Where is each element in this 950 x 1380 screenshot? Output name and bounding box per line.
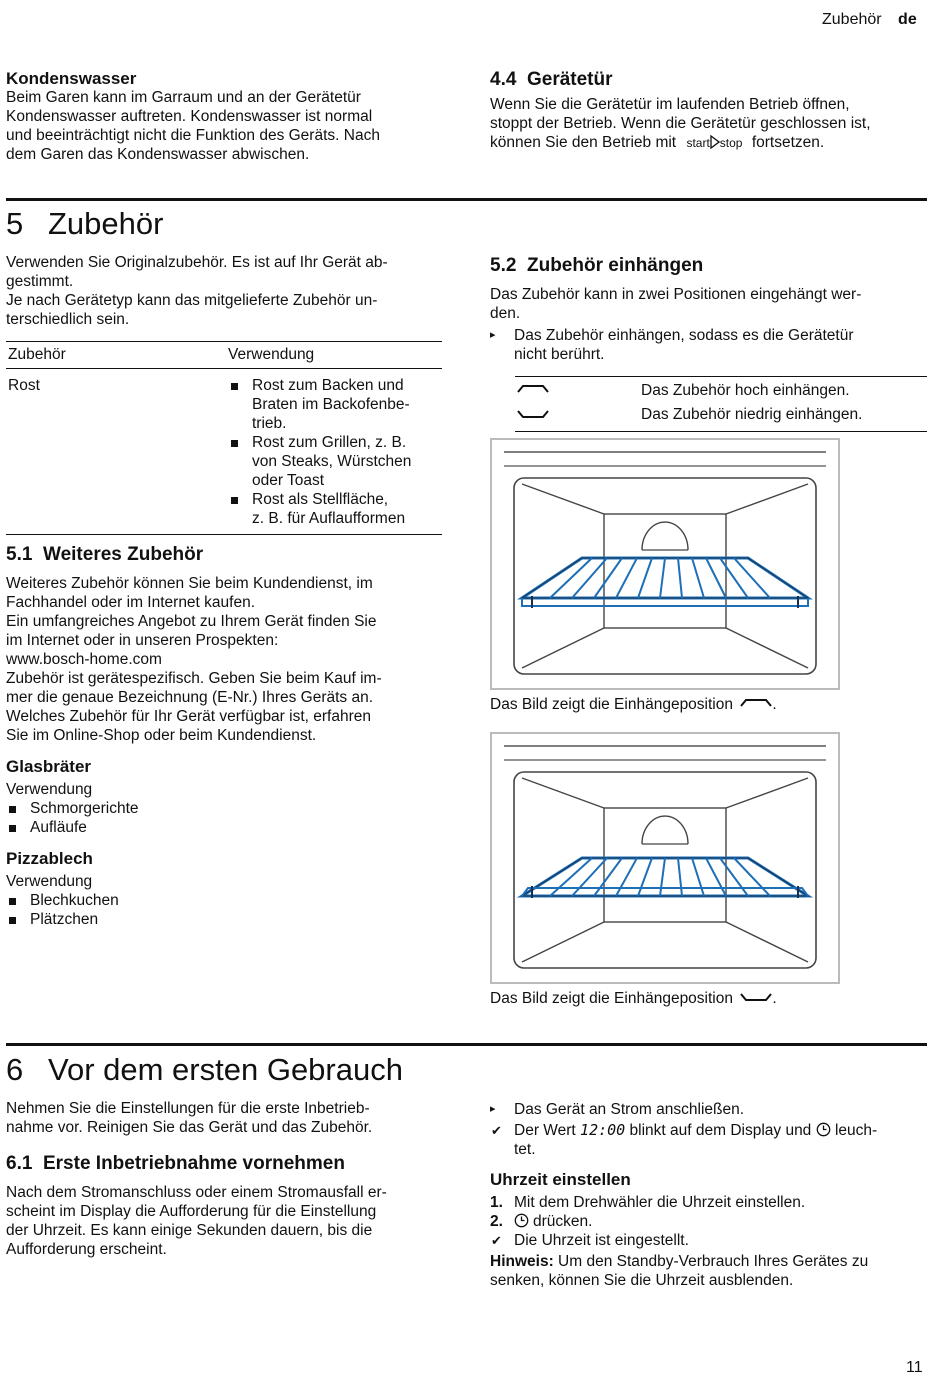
s61-line: Aufforderung erscheint. <box>6 1241 167 1258</box>
chapter6-num: 6 <box>6 1052 24 1087</box>
list-item: Rost zum Backen und Braten im Backofenbe- trieb. <box>228 376 442 433</box>
door-section <box>490 70 930 153</box>
running-header <box>822 10 917 29</box>
table-cell-usage <box>228 369 442 535</box>
s51-line: Weiteres Zubehör können Sie beim Kundendienst, im <box>6 575 373 592</box>
rack-high-position-icon <box>517 384 549 394</box>
glasbraeter-title: Glasbräter <box>6 757 92 776</box>
chapter5-title-text: Zubehör <box>48 206 164 241</box>
uhr-step-2: 2. drücken. <box>490 1213 593 1230</box>
uhr-step-1: 1. Mit dem Drehwähler die Uhrzeit einstellen. <box>490 1194 806 1211</box>
s51-link[interactable]: www.bosch-home.com <box>6 651 162 668</box>
start-stop-icon <box>710 135 720 149</box>
s51-line: im Internet oder in unseren Prospekten: <box>6 632 279 649</box>
table-cell-rost: Rost <box>8 377 40 394</box>
list-item: Aufläufe <box>6 818 446 837</box>
header-section: Zubehör <box>822 11 882 28</box>
chapter6 <box>6 1052 446 1259</box>
s52-line: den. <box>490 305 521 322</box>
page-number: 11 <box>906 1359 923 1376</box>
clock-icon <box>514 1213 529 1228</box>
door-title <box>490 70 930 89</box>
s51-line: mer die genaue Bezeichnung (E-Nr.) Ihres Geräts an. <box>6 689 374 706</box>
chapter6-title <box>6 1052 446 1088</box>
ch6-result: ✔ Der Wert 12:00 blinkt auf dem Display und leuch- tet. <box>491 1121 878 1158</box>
section-5-1-title: 5.1 Weiteres Zubehör <box>6 544 204 565</box>
s51-line: Fachhandel oder im Internet kaufen. <box>6 594 256 611</box>
rack-high-position-icon <box>740 698 772 708</box>
list-item: Blechkuchen <box>6 891 446 910</box>
s51-line: Ein umfangreiches Angebot zu Ihrem Gerät finden Sie <box>6 613 377 630</box>
condensation-line: Beim Garen kann im Garraum und an der Gerätetür <box>6 89 361 106</box>
check-icon: ✔ <box>491 1233 502 1248</box>
chapter5-line: Verwenden Sie Originalzubehör. Es ist auf Ihr Gerät ab- <box>6 254 388 271</box>
position-row-low: Das Zubehör niedrig einhängen. <box>515 405 927 426</box>
rack-low-position-icon <box>740 992 772 1002</box>
accessory-table <box>6 341 442 535</box>
start-label: start <box>686 136 710 150</box>
start-stop-symbol <box>686 136 745 150</box>
position-table <box>515 376 927 432</box>
caption-high: Das Bild zeigt die Einhängeposition . <box>490 696 777 713</box>
condensation-section <box>6 69 446 164</box>
section-5-2 <box>490 256 930 364</box>
list-item: Plätzchen <box>6 910 446 929</box>
oven-figure-high <box>490 438 840 690</box>
chapter5 <box>6 206 446 329</box>
s61-line: Nach dem Stromanschluss oder einem Stromausfall er- <box>6 1184 387 1201</box>
stop-label: stop <box>719 136 743 150</box>
caption-low: Das Bild zeigt die Einhängeposition . <box>490 990 777 1007</box>
position-row-high: Das Zubehör hoch einhängen. <box>515 381 927 402</box>
door-num: 4.4 <box>490 69 517 90</box>
section-5-2-title: 5.2 Zubehör einhängen <box>490 255 704 276</box>
chapter5-line: gestimmt. <box>6 273 74 290</box>
chapter5-line: Je nach Gerätetyp kann das mitgelieferte Zubehör un- <box>6 292 378 309</box>
table-row <box>6 369 442 535</box>
ch6-step: ▸ Das Gerät an Strom anschließen. <box>490 1101 745 1118</box>
chapter6-title-text: Vor dem ersten Gebrauch <box>48 1052 403 1087</box>
header-language: de <box>898 11 917 28</box>
chapter5-title <box>6 206 446 242</box>
oven-rack-high-illustration <box>492 440 838 688</box>
chapter5-line: terschiedlich sein. <box>6 311 130 328</box>
door-title-text: Gerätetür <box>526 69 613 90</box>
door-line: stoppt der Betrieb. Wenn die Gerätetür geschlossen ist, <box>490 115 871 132</box>
chapter5-rule <box>6 198 927 201</box>
display-value: 12:00 <box>580 1121 626 1139</box>
chapter5-num: 5 <box>6 206 24 241</box>
uhr-hint-line2: senken, können Sie die Uhrzeit ausblenden. <box>490 1272 794 1289</box>
s52-line: Das Zubehör kann in zwei Positionen eingehängt wer- <box>490 286 862 303</box>
door-line3-pre: können Sie den Betrieb mit <box>490 134 677 151</box>
list-item: Rost zum Grillen, z. B. von Steaks, Würstchen oder Toast <box>228 433 442 490</box>
s51-line: Sie im Online-Shop oder beim Kundendienst. <box>6 727 317 744</box>
s61-line: scheint im Display die Aufforderung für die Einstellung <box>6 1203 377 1220</box>
oven-figure-low <box>490 732 840 984</box>
s52-step: ▸ Das Zubehör einhängen, sodass es die Gerätetür nicht berührt. <box>490 327 854 363</box>
condensation-line: dem Garen das Kondenswasser abwischen. <box>6 146 310 163</box>
door-line3-post: fortsetzen. <box>751 134 825 151</box>
door-line: Wenn Sie die Gerätetür im laufenden Betrieb öffnen, <box>490 96 850 113</box>
list-item: Rost als Stellfläche, z. B. für Auflaufformen <box>228 490 442 528</box>
chapter6-right <box>490 1100 930 1290</box>
uhrzeit-title: Uhrzeit einstellen <box>490 1170 631 1189</box>
door-line-3 <box>490 133 930 153</box>
chapter6-rule <box>6 1043 927 1046</box>
chapter6-line: nahme vor. Reinigen Sie das Gerät und das Zubehör. <box>6 1119 373 1136</box>
table-header-usage: Verwendung <box>228 346 315 363</box>
table-header-accessory: Zubehör <box>8 346 66 363</box>
rack-low-position-icon <box>517 409 549 419</box>
step-arrow-icon: ▸ <box>490 1103 496 1115</box>
chapter6-line: Nehmen Sie die Einstellungen für die erste Inbetrieb- <box>6 1100 370 1117</box>
condensation-line: und beeinträchtigt nicht die Funktion des Geräts. Nach <box>6 127 380 144</box>
clock-icon <box>816 1122 831 1137</box>
uhr-hint: Hinweis: Um den Standby-Verbrauch Ihres Gerätes zu <box>490 1253 869 1270</box>
glasbraeter-usage: Verwendung <box>6 781 93 798</box>
s61-line: der Uhrzeit. Es kann einige Sekunden dauern, bis die <box>6 1222 373 1239</box>
section-6-1-title: 6.1 Erste Inbetriebnahme vornehmen <box>6 1153 345 1174</box>
condensation-title: Kondenswasser <box>6 69 137 88</box>
section-5-1 <box>6 545 446 929</box>
step-arrow-icon: ▸ <box>490 329 496 341</box>
pizzablech-title: Pizzablech <box>6 849 93 868</box>
uhr-result: ✔ Die Uhrzeit ist eingestellt. <box>491 1232 689 1249</box>
s51-line: Welches Zubehör für Ihr Gerät verfügbar ist, erfahren <box>6 708 371 725</box>
pizzablech-usage: Verwendung <box>6 873 93 890</box>
s51-line: Zubehör ist gerätespezifisch. Geben Sie beim Kauf im- <box>6 670 382 687</box>
list-item: Schmorgerichte <box>6 799 446 818</box>
check-icon: ✔ <box>491 1123 502 1138</box>
oven-rack-low-illustration <box>492 734 838 982</box>
condensation-line: Kondenswasser auftreten. Kondenswasser ist normal <box>6 108 373 125</box>
